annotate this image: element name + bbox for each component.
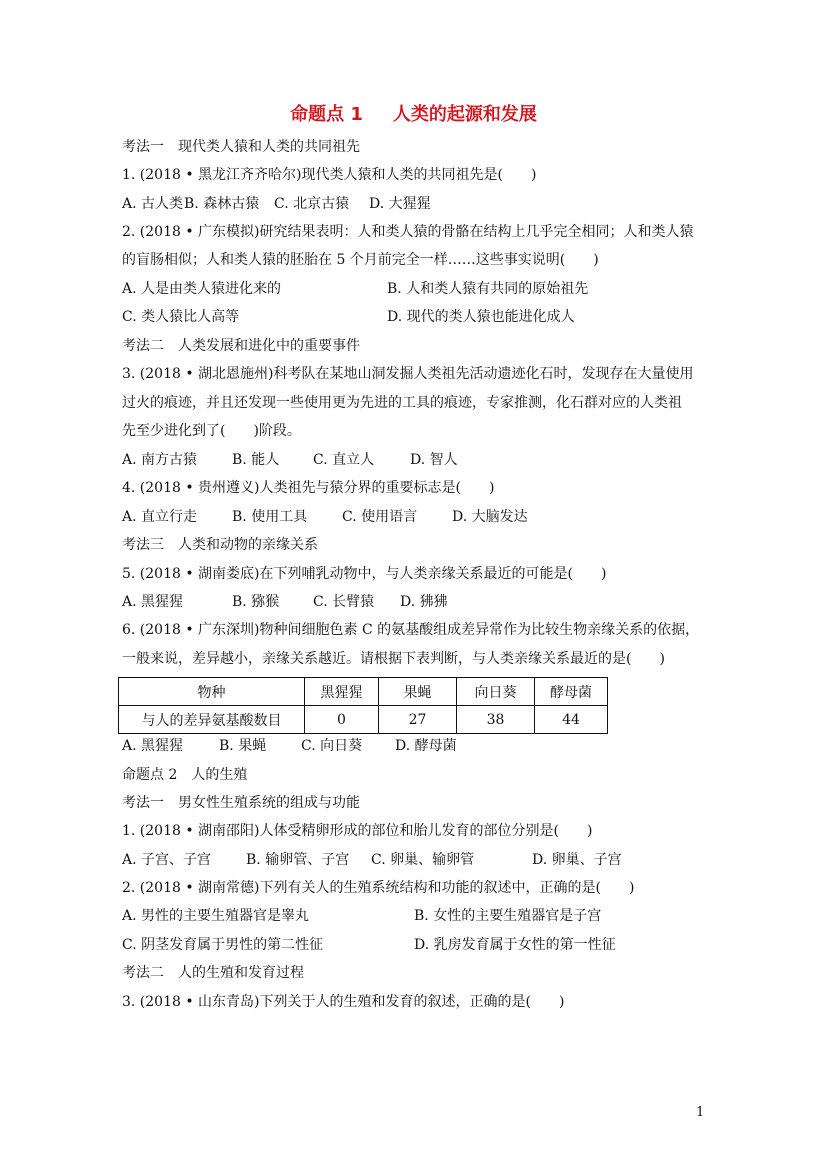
option-d: D. 酵母菌 — [395, 738, 457, 754]
question-1-options — [122, 195, 431, 213]
question-2-options-row-1 — [122, 907, 601, 925]
option-b: B. 使用工具 — [232, 509, 308, 525]
section2-method2-heading: 考法二 人的生殖和发育过程 — [122, 965, 304, 981]
section2-method1-heading: 考法一 男女性生殖系统的组成与功能 — [122, 795, 360, 811]
title-text: 人类的起源和发展 — [392, 104, 537, 125]
table-header-cell: 向日葵 — [457, 678, 535, 706]
table-header-cell: 果蝇 — [379, 678, 457, 706]
question-2: 2. (2018 • 湖南常德)下列有关人的生殖系统结构和功能的叙述中，正确的是( ) — [122, 880, 635, 896]
option-a: A. 男性的主要生殖器官是睾丸 — [122, 908, 310, 924]
question-5-options — [122, 593, 448, 611]
question-6-line-2: 一般来说，差异越小，亲缘关系越近。请根据下表判断，与人类亲缘关系最近的是( ) — [122, 651, 665, 667]
question-3: 3. (2018 • 山东青岛)下列关于人的生殖和发育的叙述，正确的是( ) — [122, 994, 565, 1010]
option-d: D. 狒狒 — [400, 594, 448, 610]
option-b: B. 果蝇 — [219, 738, 267, 754]
option-b: B. 人和类人猿有共同的原始祖先 — [387, 281, 589, 297]
option-a: A. 黑猩猩 — [122, 738, 184, 754]
option-b: B. 女性的主要生殖器官是子宫 — [414, 908, 602, 924]
question-1: 1. (2018 • 黑龙江齐齐哈尔)现代类人猿和人类的共同祖先是( ) — [122, 167, 537, 183]
table-header-cell: 黑猩猩 — [305, 678, 379, 706]
section1-method2-heading: 考法二 人类发展和进化中的重要事件 — [122, 338, 360, 354]
option-a: A. 人是由类人猿进化来的 — [122, 281, 282, 297]
option-c: C. 直立人 — [313, 452, 375, 468]
option-c: C. 类人猿比人高等 — [122, 309, 240, 325]
table-cell: 27 — [379, 706, 457, 734]
section1-method1-heading: 考法一 现代类人猿和人类的共同祖先 — [122, 139, 360, 155]
option-a: A. 南方古猿 — [122, 452, 198, 468]
question-2-line-1: 2. (2018 • 广东模拟)研究结果表明：人和类人猿的骨骼在结构上几乎完全相同；人和类人猿 — [122, 224, 694, 240]
question-2-options-row-2 — [122, 936, 616, 954]
option-b: B. 森林古猿 — [184, 196, 260, 212]
option-d: D. 智人 — [410, 452, 458, 468]
table-header-cell: 物种 — [119, 678, 305, 706]
question-6-line-1: 6. (2018 • 广东深圳)物种间细胞色素 C 的氨基酸组成差异常作为比较生物亲缘关系的依据， — [122, 622, 700, 638]
option-a: A. 古人类 — [122, 196, 184, 212]
option-d: D. 现代的类人猿也能进化成人 — [387, 309, 575, 325]
question-1-options — [122, 851, 622, 869]
option-a: A. 黑猩猩 — [122, 594, 184, 610]
table-row — [119, 706, 608, 734]
question-2-options-row-2 — [122, 308, 575, 326]
option-c: C. 北京古猿 — [274, 196, 350, 212]
question-6-options — [122, 737, 457, 755]
page-title — [0, 100, 827, 126]
section1-method3-heading: 考法三 人类和动物的亲缘关系 — [122, 537, 318, 553]
option-a: A. 直立行走 — [122, 509, 198, 525]
amino-acid-table — [118, 677, 608, 734]
option-b: B. 猕猴 — [232, 594, 280, 610]
question-3-options — [122, 451, 458, 469]
question-2-options-row-1 — [122, 280, 588, 298]
option-d: D. 大猩猩 — [369, 196, 431, 212]
option-d: D. 大脑发达 — [452, 509, 528, 525]
option-c: C. 向日葵 — [301, 738, 363, 754]
option-c: C. 使用语言 — [342, 509, 418, 525]
title-number: 命题点 1 — [290, 104, 363, 125]
question-2-line-2: 的盲肠相似；人和类人猿的胚胎在 5 个月前完全一样……这些事实说明( ) — [122, 252, 599, 268]
option-c: C. 阴茎发育属于男性的第二性征 — [122, 937, 324, 953]
question-1: 1. (2018 • 湖南邵阳)人体受精卵形成的部位和胎儿发育的部位分别是( ) — [122, 823, 593, 839]
option-c: C. 长臂猿 — [313, 594, 375, 610]
question-4-options — [122, 508, 528, 526]
option-a: A. 子宫、子宫 — [122, 852, 212, 868]
table-header-cell: 酵母菌 — [535, 678, 608, 706]
table-cell: 与人的差异氨基酸数目 — [119, 706, 305, 734]
option-b: B. 能人 — [232, 452, 280, 468]
question-5: 5. (2018 • 湖南娄底)在下列哺乳动物中，与人类亲缘关系最近的可能是( ) — [122, 566, 607, 582]
question-3-line-3: 先至少进化到了( )阶段。 — [122, 423, 301, 439]
option-b: B. 输卵管、子宫 — [246, 852, 350, 868]
option-c: C. 卵巢、输卵管 — [371, 852, 475, 868]
option-d: D. 卵巢、子宫 — [532, 852, 622, 868]
question-3-line-2: 过火的痕迹，并且还发现一些使用更为先进的工具的痕迹，专家推测，化石群对应的人类祖 — [122, 395, 682, 411]
page-number: 1 — [696, 1105, 705, 1120]
table-cell: 38 — [457, 706, 535, 734]
section2-title: 命题点 2 人的生殖 — [122, 767, 248, 783]
question-3-line-1: 3. (2018 • 湖北恩施州)科考队在某地山洞发掘人类祖先活动遗迹化石时，发现存在大量使用 — [122, 366, 694, 382]
option-d: D. 乳房发育属于女性的第一性征 — [414, 937, 616, 953]
table-cell: 0 — [305, 706, 379, 734]
table-header-row — [119, 678, 608, 706]
table-cell: 44 — [535, 706, 608, 734]
question-4: 4. (2018 • 贵州遵义)人类祖先与猿分界的重要标志是( ) — [122, 480, 495, 496]
